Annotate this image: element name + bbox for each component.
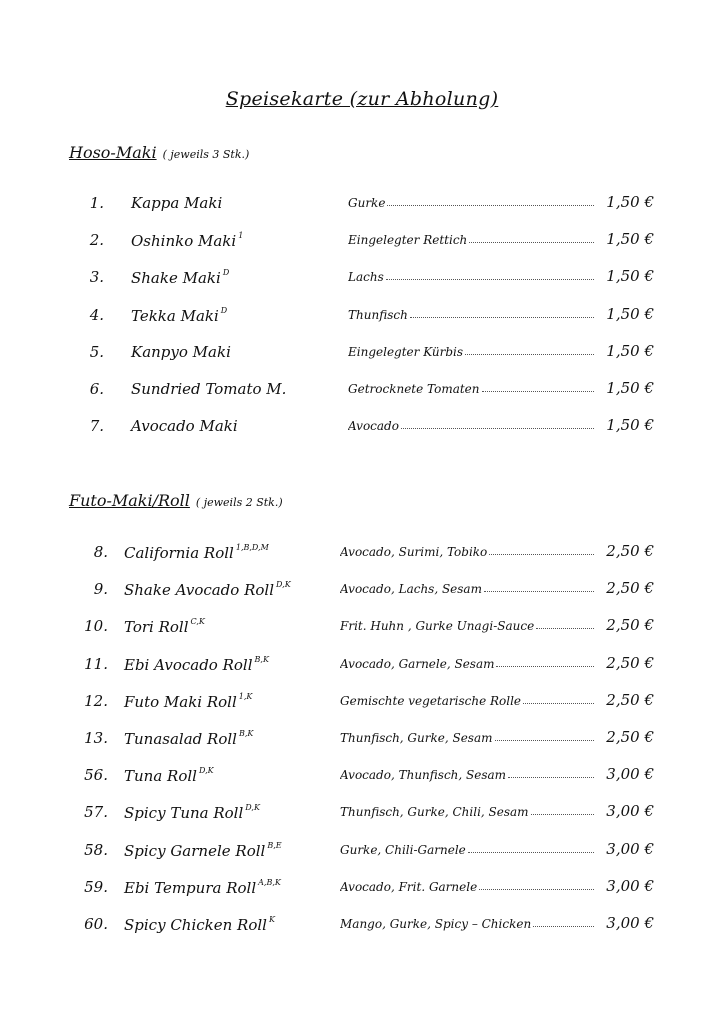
allergen-codes: D,K — [198, 766, 214, 776]
section-heading-hoso-maki — [69, 143, 249, 162]
dot-leader — [489, 553, 594, 555]
section-heading-futo-maki — [69, 491, 283, 510]
menu-item — [0, 613, 724, 639]
item-name — [124, 766, 214, 785]
item-name-text: Oshinko Maki — [131, 232, 237, 251]
section-quantity: ( jeweils 2 Stk.) — [195, 496, 283, 509]
item-description: Frit. Huhn , Gurke Unagi-Sauce — [340, 619, 535, 634]
menu-item — [0, 539, 724, 565]
item-description-line — [340, 805, 594, 819]
menu-item — [0, 576, 724, 602]
allergen-codes: D — [222, 268, 230, 278]
item-number: 57. — [84, 803, 108, 822]
item-price: 2,50 € — [606, 690, 654, 709]
section-name: Futo-Maki/Roll — [69, 491, 190, 510]
item-description: Thunfisch, Gurke, Chili, Sesam — [340, 805, 529, 820]
allergen-codes: D,K — [276, 580, 291, 590]
item-description-line — [340, 694, 594, 708]
item-name — [131, 343, 231, 361]
item-number: 10. — [84, 617, 108, 636]
item-name-text: Spicy Tuna Roll — [124, 804, 244, 823]
item-name-text: Shake Maki — [131, 269, 221, 288]
item-description: Avocado, Garnele, Sesam — [340, 656, 495, 671]
dot-leader — [523, 702, 594, 704]
item-price: 1,50 € — [606, 193, 654, 211]
allergen-codes: D,K — [245, 803, 260, 813]
item-number: 13. — [84, 729, 108, 747]
item-number: 2. — [89, 231, 104, 250]
item-description-line — [340, 843, 594, 857]
item-price: 2,50 € — [606, 542, 654, 560]
dot-leader — [468, 851, 594, 853]
item-name-text: Spicy Garnele Roll — [124, 841, 266, 860]
item-name-text: California Roll — [124, 544, 234, 562]
item-description: Thunfisch, Gurke, Sesam — [340, 731, 493, 745]
item-price: 2,50 € — [606, 728, 654, 746]
item-number: 9. — [93, 580, 108, 599]
menu-item — [0, 227, 724, 253]
item-price: 1,50 € — [606, 304, 654, 323]
section-name: Hoso-Maki — [69, 143, 157, 162]
item-name — [124, 729, 253, 748]
item-number: 60. — [84, 915, 108, 933]
menu-item — [0, 190, 724, 216]
item-description: Gemischte vegetarische Rolle — [340, 693, 522, 708]
dot-leader — [387, 204, 594, 206]
item-description-line — [340, 731, 594, 745]
item-price: 2,50 € — [606, 653, 654, 672]
section-quantity: ( jeweils 3 Stk.) — [162, 148, 250, 161]
menu-item — [0, 302, 724, 328]
allergen-codes: B,K — [254, 654, 269, 664]
item-description: Gurke, Chili-Garnele — [340, 842, 466, 857]
item-name — [131, 194, 222, 212]
menu-item — [0, 264, 724, 290]
item-name-text: Tori Roll — [124, 618, 189, 637]
item-price: 2,50 € — [606, 579, 654, 598]
item-number: 12. — [84, 691, 108, 710]
item-price: 3,00 € — [606, 765, 654, 784]
item-price: 1,50 € — [606, 267, 654, 286]
item-number: 3. — [89, 268, 104, 287]
dot-leader — [482, 390, 594, 392]
item-name — [131, 231, 243, 250]
item-name-text: Futo Maki Roll — [124, 692, 237, 711]
item-name — [124, 692, 252, 711]
dot-leader — [533, 925, 594, 927]
item-number: 8. — [93, 543, 108, 561]
item-description-line — [340, 880, 594, 894]
item-description: Gurke — [348, 196, 386, 210]
item-number: 56. — [84, 766, 108, 785]
menu-item — [0, 911, 724, 937]
item-name — [131, 380, 286, 398]
allergen-codes: 1,K — [238, 691, 253, 701]
item-name — [124, 617, 205, 636]
item-name-text: Tekka Maki — [131, 306, 219, 325]
item-price: 2,50 € — [606, 616, 654, 635]
item-description-line — [348, 345, 594, 359]
item-description: Avocado, Lachs, Sesam — [340, 582, 482, 597]
dot-leader — [495, 739, 595, 741]
item-description-line — [348, 382, 594, 396]
item-price: 3,00 € — [606, 876, 654, 895]
item-name-text: Tunasalad Roll — [124, 730, 237, 748]
item-description: Avocado, Thunfisch, Sesam — [340, 768, 507, 783]
item-description: Lachs — [348, 270, 384, 285]
item-name — [124, 543, 269, 562]
item-name — [124, 803, 260, 822]
allergen-codes: B,E — [267, 840, 282, 850]
item-number: 6. — [89, 380, 104, 398]
menu-item — [0, 376, 724, 402]
item-price: 1,50 € — [606, 341, 654, 360]
item-number: 59. — [84, 877, 108, 896]
item-name-text: Tuna Roll — [124, 767, 197, 786]
item-price: 3,00 € — [606, 914, 654, 932]
item-description-line — [348, 270, 594, 284]
item-description-line — [340, 619, 594, 633]
dot-leader — [410, 316, 594, 318]
item-number: 58. — [84, 840, 108, 859]
menu-item — [0, 762, 724, 788]
item-description-line — [340, 768, 594, 782]
item-description: Mango, Gurke, Spicy – Chicken — [340, 917, 532, 931]
item-name-text: Kanpyo Maki — [131, 342, 231, 361]
item-description: Eingelegter Kürbis — [348, 344, 464, 359]
item-description-line — [340, 917, 594, 931]
dot-leader — [536, 627, 594, 629]
dot-leader — [531, 813, 594, 815]
item-price: 1,50 € — [606, 379, 654, 397]
item-description-line — [348, 419, 594, 433]
item-name-text: Sundried Tomato M. — [131, 380, 287, 398]
item-name-text: Spicy Chicken Roll — [124, 916, 267, 934]
item-description-line — [340, 582, 594, 596]
dot-leader — [401, 427, 594, 429]
item-name — [124, 841, 282, 860]
allergen-codes: 1,B,D,M — [235, 543, 269, 552]
item-name — [124, 580, 291, 599]
item-name-text: Kappa Maki — [131, 194, 223, 212]
item-description-line — [348, 196, 594, 210]
item-name-text: Ebi Tempura Roll — [124, 878, 257, 897]
allergen-codes: D — [220, 305, 228, 315]
item-description: Thunfisch — [348, 307, 408, 322]
item-name — [124, 655, 269, 674]
item-description: Avocado, Surimi, Tobiko — [340, 545, 488, 559]
item-number: 11. — [84, 654, 108, 673]
item-price: 1,50 € — [606, 416, 654, 435]
item-description-line — [348, 233, 594, 247]
menu-item — [0, 725, 724, 751]
dot-leader — [484, 590, 594, 592]
item-name — [131, 417, 238, 435]
allergen-codes: C,K — [190, 617, 205, 627]
item-description: Getrocknete Tomaten — [348, 382, 480, 396]
item-price: 3,00 € — [606, 802, 654, 821]
item-price: 1,50 € — [606, 230, 654, 249]
dot-leader — [469, 241, 594, 243]
item-description-line — [348, 308, 594, 322]
menu-item — [0, 874, 724, 900]
dot-leader — [479, 888, 594, 890]
item-number: 5. — [89, 342, 104, 361]
item-price: 3,00 € — [606, 839, 654, 858]
item-description-line — [340, 657, 594, 671]
item-name-text: Ebi Avocado Roll — [124, 655, 253, 674]
allergen-codes: B,K — [238, 729, 254, 738]
item-name — [131, 268, 229, 287]
item-number: 4. — [89, 305, 104, 324]
item-name — [124, 878, 281, 897]
menu-item — [0, 837, 724, 863]
menu-item — [0, 339, 724, 365]
item-name — [131, 306, 227, 325]
menu-item — [0, 413, 724, 439]
allergen-codes: 1 — [238, 231, 244, 241]
page-title: Speisekarte (zur Abholung) — [225, 88, 499, 110]
item-number: 1. — [89, 194, 104, 212]
dot-leader — [386, 278, 594, 280]
item-name-text: Shake Avocado Roll — [124, 581, 275, 600]
allergen-codes: A,B,K — [258, 877, 281, 887]
item-description: Avocado, Frit. Garnele — [340, 879, 478, 894]
menu-item — [0, 688, 724, 714]
item-number: 7. — [89, 417, 104, 436]
item-description: Eingelegter Rettich — [348, 233, 468, 248]
dot-leader — [508, 776, 594, 778]
menu-item — [0, 799, 724, 825]
item-name-text: Avocado Maki — [131, 417, 238, 436]
dot-leader — [465, 353, 594, 355]
item-name — [124, 915, 275, 934]
item-description-line — [340, 545, 594, 559]
item-description: Avocado — [348, 419, 399, 434]
allergen-codes: K — [268, 915, 275, 924]
dot-leader — [496, 665, 594, 667]
menu-item — [0, 651, 724, 677]
